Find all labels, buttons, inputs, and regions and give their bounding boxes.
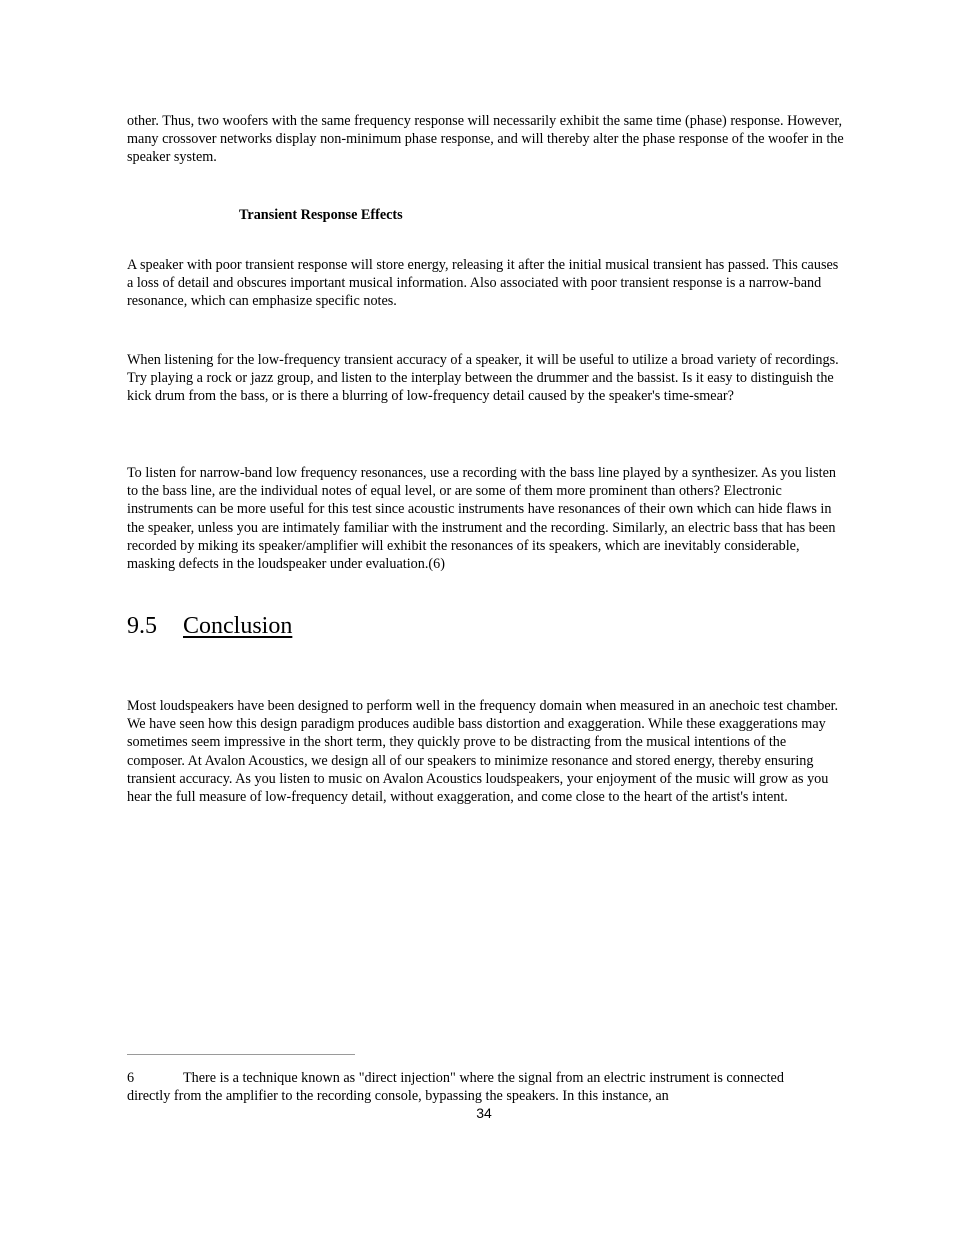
page-number: 34 [476,1105,492,1121]
paragraph-conclusion: Most loudspeakers have been designed to perform well in the frequency domain when measured in an anechoic test chamber. We have seen how this design paradigm produces audible bass distortion and exaggeration. While these exaggerations may sometimes seem impressive in the short term, they quickly prove to be distracting from the musical intentions of the composer. At Avalon Acoustics, we design all of our speakers to minimize resonance and stored energy, thereby ensuring transient accuracy. As you listen to music on Avalon Acoustics loudspeakers, your enjoyment of the music will grow as you hear the full measure of low-frequency detail, without exaggeration, and come close to the heart of the artist's intent. [127,698,839,806]
footnote-number: 6 [127,1070,135,1086]
paragraph-phase-response: other. Thus, two woofers with the same frequency response will necessarily exhibit the same time (phase) response. However, many crossover networks display non-minimum phase response, and will thereby alter the phase response of the woofer in the speaker system. [127,113,844,166]
section-heading-conclusion [127,611,292,641]
subheading-transient-response: Transient Response Effects [239,207,403,223]
paragraph-narrow-band: To listen for narrow-band low frequency resonances, use a recording with the bass line played by a synthesizer. As you listen to the bass line, are the individual notes of equal level, or are some of them more prominent than others? Electronic instruments can be more useful for this test since acoustic instruments have resonances of their own which can hide flaws in the speaker, unless you are intimately familiar with the instrument and the recording. Similarly, an electric bass that has been recorded by miking its speaker/amplifier will exhibit the resonances of its speakers, which are inevitably considerable, masking defects in the loudspeaker under evaluation.(6) [127,465,836,573]
footnote-divider [127,1054,355,1055]
paragraph-poor-transient: A speaker with poor transient response will store energy, releasing it after the initial musical transient has passed. This causes a loss of detail and obscures important musical information. Also associated with poor transient response is a narrow-band resonance, which can emphasize specific notes. [127,257,839,310]
footnote [127,1069,827,1105]
section-number: 9.5 [127,613,157,639]
paragraph-listening-accuracy: When listening for the low-frequency transient accuracy of a speaker, it will be useful to utilize a broad variety of recordings. Try playing a rock or jazz group, and listen to the interplay between the drummer and the bassist. Is it easy to distinguish the kick drum from the bass, or is there a blurring of low-frequency detail caused by the speaker's time-smear? [127,352,839,405]
footnote-text: There is a technique known as "direct injection" where the signal from an electric instrument is connected directly from the amplifier to the recording console, bypassing the speakers. In this instance, an [127,1070,784,1105]
section-title: Conclusion [183,613,293,639]
